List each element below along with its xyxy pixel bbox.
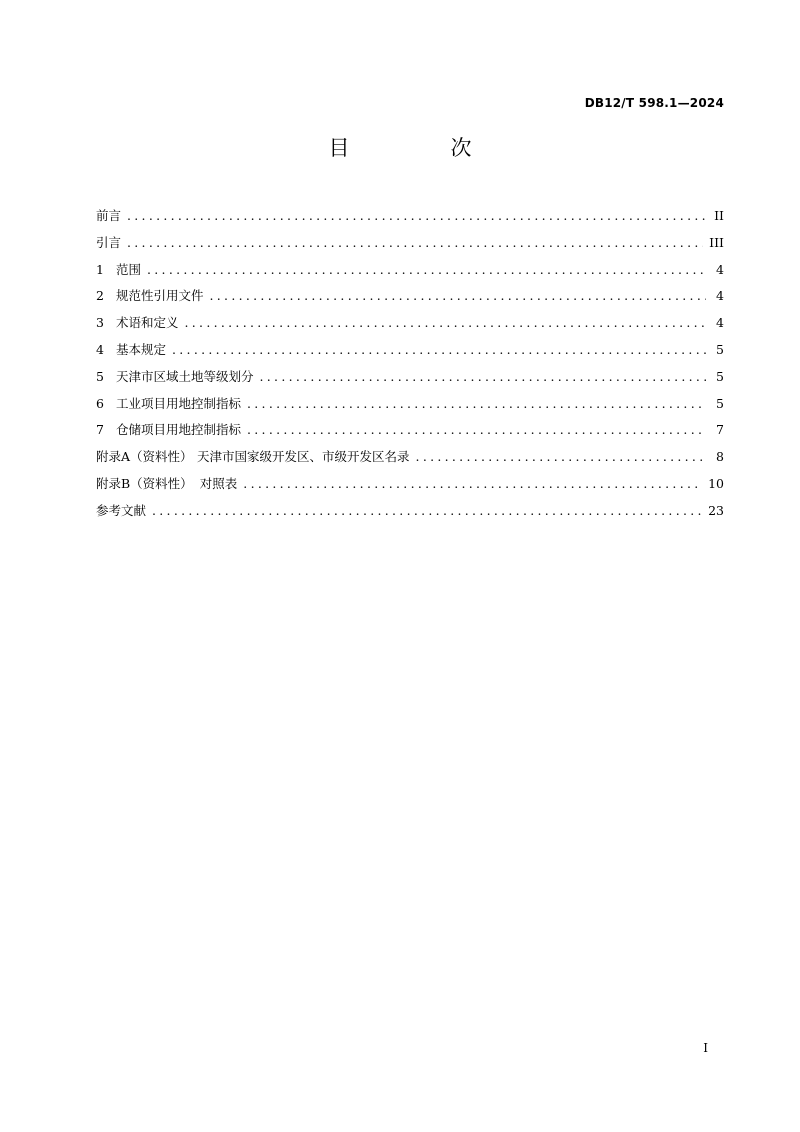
toc-entry-scope[interactable] xyxy=(96,260,724,287)
toc-label: 参考文献 xyxy=(96,502,147,518)
toc-appendix-label: 附录A（资料性） xyxy=(96,449,193,465)
toc-entry-appendix-a[interactable] xyxy=(96,447,724,474)
toc-label: 前言 xyxy=(96,208,122,223)
toc-leader-dots xyxy=(260,369,706,384)
toc-appendix-label: 附录B（资料性） xyxy=(96,475,193,491)
toc-leader-dots xyxy=(243,476,702,491)
toc-entry-bibliography[interactable] xyxy=(96,501,724,528)
toc-entry-land-grade-division[interactable] xyxy=(96,367,724,394)
toc-page-number: 7 xyxy=(716,422,724,438)
toc-section-number: 2 xyxy=(96,288,104,304)
toc-leader-dots xyxy=(247,422,706,437)
toc-leader-dots xyxy=(147,262,706,277)
toc-section-number: 7 xyxy=(96,422,104,438)
toc-leader-dots xyxy=(127,235,703,250)
toc-entry-industrial-land-indicators[interactable] xyxy=(96,394,724,421)
toc-entry-normative-references[interactable] xyxy=(96,286,724,313)
toc-label: 仓储项目用地控制指标 xyxy=(116,422,242,438)
toc-leader-dots xyxy=(172,342,706,357)
toc-entry-warehouse-land-indicators[interactable] xyxy=(96,420,724,447)
page-number: I xyxy=(703,1041,708,1055)
toc-entry-appendix-b[interactable] xyxy=(96,474,724,501)
toc-leader-dots xyxy=(247,396,706,411)
toc-section-number: 5 xyxy=(96,368,104,384)
toc-label: 范围 xyxy=(116,261,142,277)
toc-label: 基本规定 xyxy=(116,341,167,357)
toc-entry-terms-definitions[interactable] xyxy=(96,313,724,340)
toc-leader-dots xyxy=(152,503,702,518)
toc-entry-basic-provisions[interactable] xyxy=(96,340,724,367)
toc-leader-dots xyxy=(185,315,706,330)
page-title: 目 次 xyxy=(328,136,512,160)
toc-label: 天津市国家级开发区、市级开发区名录 xyxy=(197,449,410,465)
toc-page-number: 5 xyxy=(716,395,724,411)
toc-page-number: 8 xyxy=(716,449,724,465)
toc-section-number: 1 xyxy=(96,261,104,277)
toc-page-number: 10 xyxy=(708,475,724,491)
toc-section-number: 6 xyxy=(96,395,104,411)
toc-label: 术语和定义 xyxy=(116,315,179,331)
toc-page-number: II xyxy=(714,208,724,223)
toc-leader-dots xyxy=(210,288,706,303)
toc-page-number: 23 xyxy=(708,502,724,518)
toc-entry-foreword[interactable] xyxy=(96,206,724,233)
toc-leader-dots xyxy=(127,208,706,223)
toc-label: 对照表 xyxy=(199,475,238,491)
toc-page-number: 5 xyxy=(716,341,724,357)
toc-page-number: 4 xyxy=(716,315,724,331)
table-of-contents xyxy=(96,206,724,528)
toc-page-number: 4 xyxy=(716,261,724,277)
toc-leader-dots xyxy=(416,449,706,464)
toc-page-number: 5 xyxy=(716,368,724,384)
toc-section-number: 4 xyxy=(96,341,104,357)
toc-label: 天津市区域土地等级划分 xyxy=(116,368,254,384)
toc-page-number: III xyxy=(709,234,724,250)
toc-section-number: 3 xyxy=(96,315,104,331)
toc-label: 规范性引用文件 xyxy=(116,288,204,304)
document-code: DB12/T 598.1—2024 xyxy=(584,96,724,110)
toc-entry-introduction[interactable] xyxy=(96,233,724,260)
toc-label: 引言 xyxy=(96,234,122,250)
toc-label: 工业项目用地控制指标 xyxy=(116,395,242,411)
toc-page-number: 4 xyxy=(716,288,724,304)
